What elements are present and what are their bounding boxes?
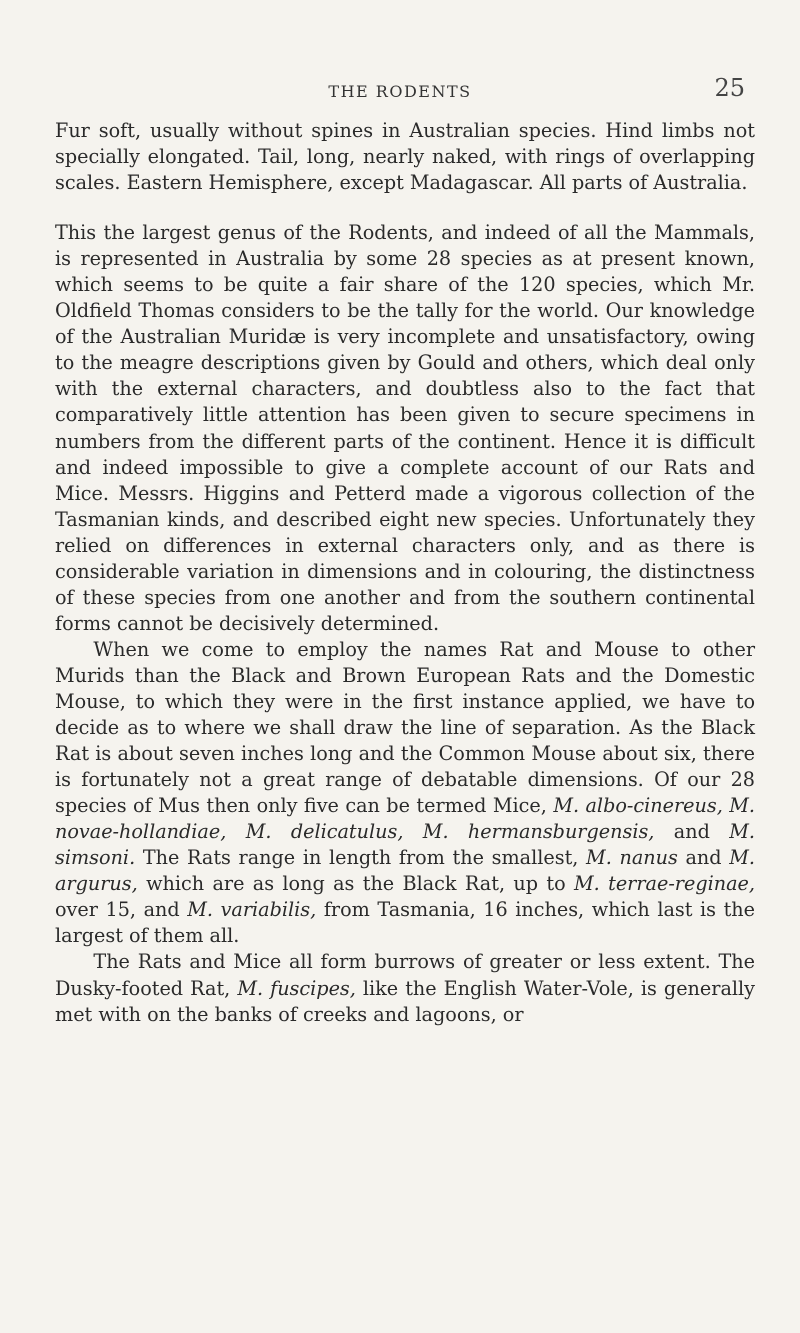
text-run: The Rats and Mice all form burrows of greater or less extent. The Dusky-footed Rat, [55,950,755,1000]
paragraph-burrows [55,949,755,1027]
text-run: from Tasmania, 16 inches, which last is the largest of them all. [55,898,756,948]
text-run: When we come to employ the names Rat and Mouse to other Murids than the Black and Brown European Rats and the Domestic Mouse, to which they were in the first instance applied, we have to decide as to where we shall draw the line of separation. As the Black Rat is about seven inches long and the Common Mouse about six, there is fortunately not a great range of debatable dimensions. Of our 28 species of Mus then only five can be termed Mice, [55,637,755,818]
running-head-title: THE RODENTS [328,82,472,101]
paragraph-genus-description: Fur soft, usually without spines in Australian species. Hind limbs not specially elongated. Tail, long, nearly naked, with rings of overlapping scales. Eastern Hemisphere, except Madagascar. All parts of Australia. [55,119,755,195]
species-name: M. argurus, [55,846,755,896]
species-name: M. nanus [586,846,678,870]
text-run: which are as long as the Black Rat, up to [137,872,575,896]
species-name: M. simsoni. [55,820,755,870]
species-name: M. fuscipes, [237,976,356,1000]
species-name: M. variabilis, [187,898,317,922]
body-text [55,118,755,1028]
paragraph-genus-overview: This the largest genus of the Rodents, and indeed of all the Mammals, is represented in Australia by some 28 species as at present known, which seems to be quite a fair share of the 120 species, which Mr. Oldfield Thomas considers to be the tally for the world. Our knowledge of the Australian Muridæ is very incomplete and unsatisfactory, owing to the meagre descriptions given by Gould and others, which deal only with the external characters, and doubtless also to the fact that comparatively little attention has been given to secure specimens in numbers from the different parts of the continent. Hence it is difficult and indeed impossible to give a complete account of our Rats and Mice. Messrs. Higgins and Petterd made a vigorous collection of the Tasmanian kinds, and described eight new species. Unfortunately they relied on differences in external characters only, and as there is considerable variation in dimensions and in colouring, the distinctness of these species from one another and from the southern continental forms cannot be decisively determined. [55,221,755,635]
text-run: and [677,846,730,870]
text-run: and [654,820,730,844]
paragraph-rats-and-mice [55,637,755,950]
species-name: M. albo-cinereus, M. novae-hollandiae, M. delicatulus, M. hermansburgensis, [55,794,755,844]
page-number: 25 [714,74,745,102]
text-run: over 15, and [55,898,188,922]
text-run: like the English Water-Vole, is generally met with on the banks of creeks and lagoons, or [55,976,755,1026]
species-name: M. terrae-reginae, [574,872,755,896]
text-run: The Rats range in length from the smallest, [135,846,587,870]
